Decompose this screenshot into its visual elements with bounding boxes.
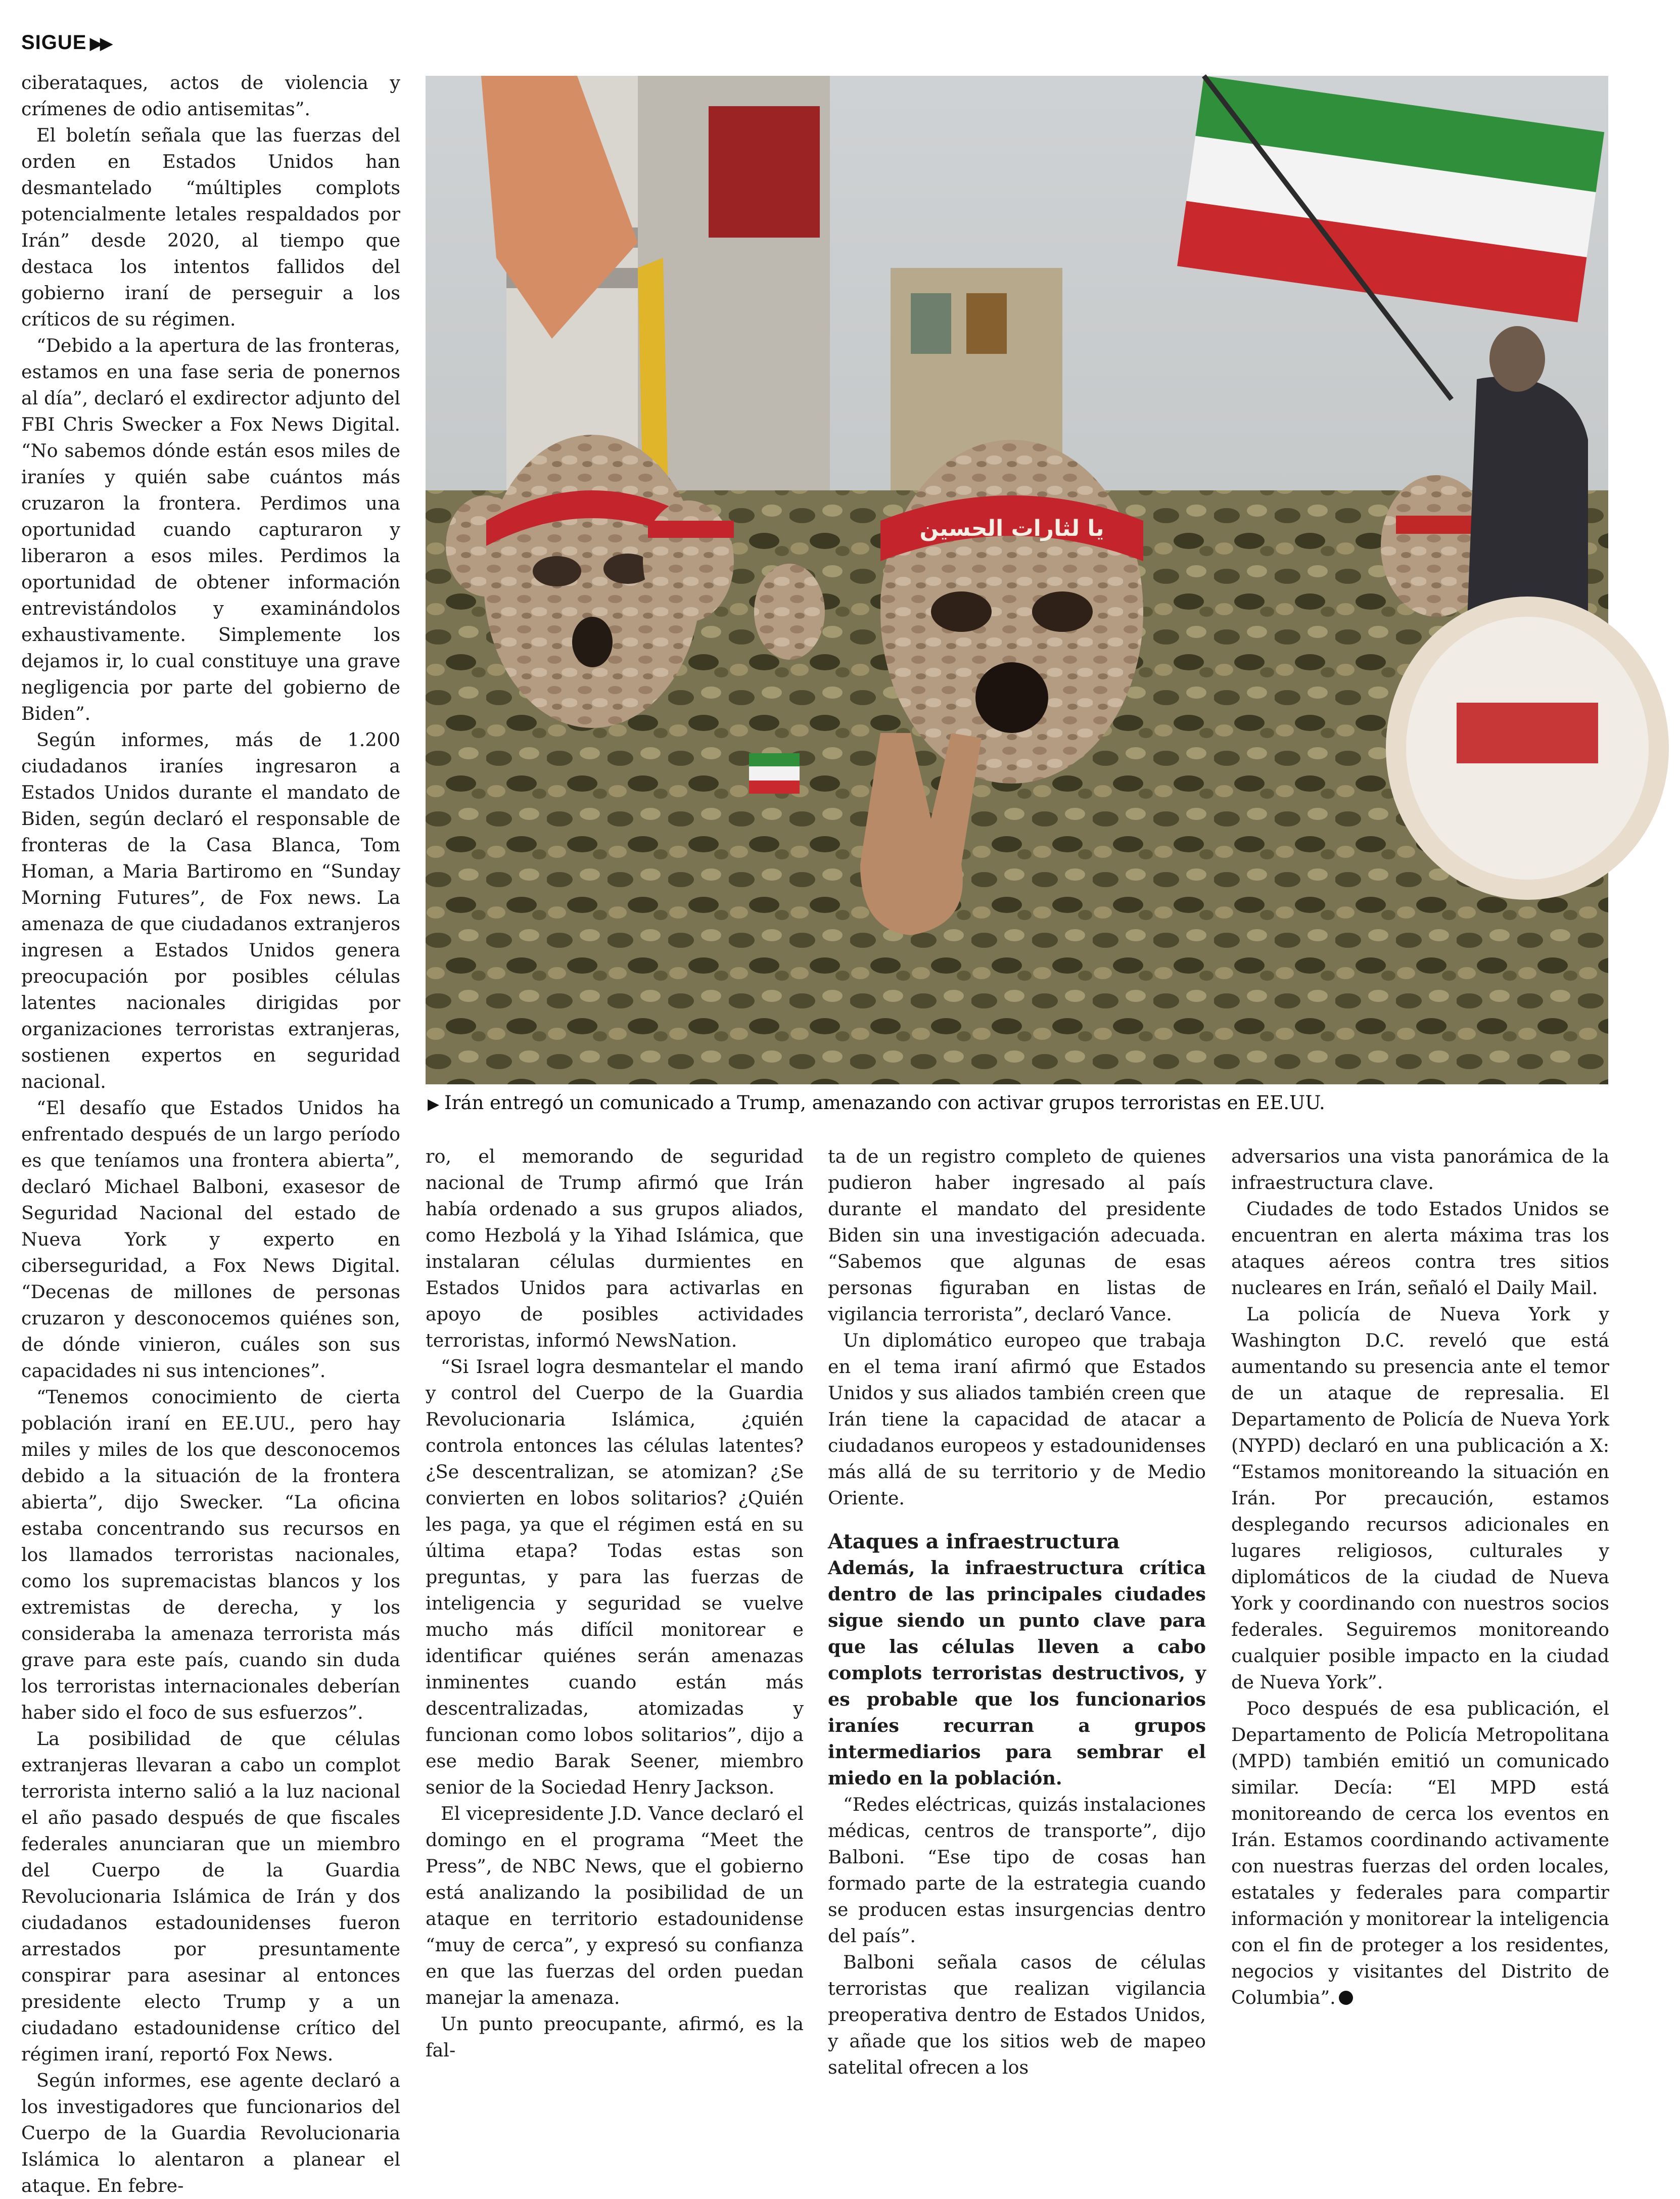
caption-text: Irán entregó un comunicado a Trump, amenazando con activar grupos terroristas en EE.UU. — [444, 1092, 1325, 1114]
paragraph: La policía de Nueva York y Washington D.C. reveló que está aumentando su presencia ante el temor de un ataque de represalia. El Departamento de Policía de Nueva York (NYPD) declaró en una publicación a X: “Estamos monitoreando la situación en Irán. Por precaución, estamos desplegando recursos adicionales en lugares religiosos, culturales y diplomáticos de la ciudad de Nueva York y coordinando con nuestros socios federales. Seguiremos monitoreando cualquier posible impacto en la ciudad de Nueva York”. — [1231, 1303, 1609, 1693]
lead-paragraph: Además, la infraestructura crítica dentro de las principales ciudades sigue siendo un punto clave para que las células lleven a cabo complots terroristas destructivos, y es probable que los funcionarios iraníes recurran a grupos intermediarios para sembrar el miedo en la población. — [828, 1557, 1206, 1789]
paragraph: La posibilidad de que células extranjeras llevaran a cabo un complot terrorista interno salió a la luz nacional el año pasado después de que fiscales federales anunciaran que un miembro del Cuerpo de la Guardia Revolucionaria Islámica de Irán y dos ciudadanos estadounidenses fueron arrestados por presuntamente conspirar para asesinar al entonces presidente electo Trump y a un ciudadano estadounidense crítico del régimen iraní, reportó Fox News. — [21, 1728, 400, 2065]
article-column-1 — [21, 70, 400, 2196]
paragraph: “Debido a la apertura de las fronteras, estamos en una fase seria de ponernos al día”, declaró el exdirector adjunto del FBI Chris Swecker a Fox News Digital. “No sabemos dónde están esos miles de iraníes y quién sabe cuántos más cruzaron la frontera. Perdimos una oportunidad cuando capturaron y liberaron a esos miles. Perdimos la oportunidad de obtener información entrevistándolos y examinándolos exhaustivamente. Simplemente los dejamos ir, lo cual constituye una grave negligencia por parte del gobierno de Biden”. — [21, 335, 400, 724]
article-column-2 — [426, 1143, 804, 2061]
photo-caption — [428, 1091, 1605, 1117]
paragraph: Según informes, ese agente declaró a los investigadores que funcionarios del Cuerpo de la Guardia Revolucionaria Islámica lo alentaron a planear el ataque. En febre- — [21, 2070, 400, 2196]
sigue-label[interactable] — [21, 31, 110, 54]
paragraph: ro, el memorando de seguridad nacional de Trump afirmó que Irán había ordenado a sus grupos aliados, como Hezbolá y la Yihad Islámica, que instalaran células durmientes en Estados Unidos para activarlas en apoyo de posibles actividades terroristas, informó NewsNation. — [426, 1146, 804, 1351]
article-column-3 — [828, 1143, 1206, 2078]
paragraph-text: Poco después de esa publicación, el Departamento de Policía Metropolitana (MPD) también emitió un comunicado similar. Decía: “El MPD está monitoreando de cerca los eventos en Irán. Estamos coordinando activamente con nuestras fuerzas del orden locales, estatales y federales para compartir información y monitorear la inteligencia con el fin de proteger a los residentes, negocios y visitantes del Distrito de Columbia”. — [1231, 1698, 1609, 2008]
paragraph: Según informes, más de 1.200 ciudadanos iraníes ingresaron a Estados Unidos durante el mandato de Biden, según declaró el responsable de fronteras de la Casa Blanca, Tom Homan, a Maria Bartiromo en “Sunday Morning Futures”, de Fox news. La amenaza de que ciudadanos extranjeros ingresen a Estados Unidos genera preocupación por posibles células latentes nacionales dirigidas por organizaciones terroristas extranjeras, sostienen expertos en seguridad nacional. — [21, 729, 400, 1092]
sigue-text: SIGUE — [21, 31, 87, 54]
section-subhead: Ataques a infraestructura — [828, 1530, 1120, 1553]
paragraph: El vicepresidente J.D. Vance declaró el domingo en el programa “Meet the Press”, de NBC News, que el gobierno está analizando la posibilidad de un ataque en territorio estadounidense “muy de cerca”, y expresó su confianza en que las fuerzas del orden puedan manejar la amenaza. — [426, 1803, 804, 2008]
paragraph: “El desafío que Estados Unidos ha enfrentado después de un largo período es que teníamos una frontera abierta”, declaró Michael Balboni, exasesor de Seguridad Nacional del estado de Nueva York y experto en ciberseguridad, a Fox News Digital. “Decenas de millones de personas cruzaron y desconocemos quiénes son, de dónde vinieron, cuáles son sus capacidades ni sus intenciones”. — [21, 1097, 400, 1382]
headband-text: یا لثارات الحسین — [919, 516, 1104, 541]
paragraph: “Tenemos conocimiento de cierta población iraní en EE.UU., pero hay miles y miles de los que desconocemos debido a la situación de la frontera abierta”, dijo Swecker. “La oficina estaba concentrando sus recursos en los llamados terroristas nacionales, como los supremacistas blancos y los extremistas de derecha, y los consideraba la amenaza terrorista más grave para este país, cuando sin duda los terroristas internacionales deberían haber sido el foco de sus esfuerzos”. — [21, 1386, 400, 1723]
paragraph: ta de un registro completo de quienes pudieron haber ingresado al país durante el mandato del presidente Biden sin una investigación adecuada. “Sabemos que algunas de esas personas figuraban en listas de vigilancia terrorista”, declaró Vance. — [828, 1146, 1206, 1325]
paragraph: adversarios una vista panorámica de la infraestructura clave. — [1231, 1146, 1609, 1194]
sigue-arrows-icon: ▶▶ — [89, 34, 110, 53]
paragraph — [1231, 1696, 1609, 2011]
paragraph: El boletín señala que las fuerzas del orden en Estados Unidos han desmantelado “múltiples complots potencialmente letales respaldados por Irán” desde 2020, al tiempo que destaca los intentos fallidos del gobierno iraní de perseguir a los críticos de su régimen. — [21, 124, 400, 330]
paragraph: Balboni señala casos de células terroristas que realizan vigilancia preoperativa dentro de Estados Unidos, y añade que los sitios web de mapeo satelital ofrecen a los — [828, 1951, 1206, 2078]
paragraph: “Redes eléctricas, quizás instalaciones médicas, centros de transporte”, dijo Balboni. “Ese tipo de cosas han formado parte de la estrategia cuando se producen estas insurgencias dentro del país”. — [828, 1794, 1206, 1947]
photo-illustration — [426, 76, 1608, 1084]
article-column-4 — [1231, 1143, 1609, 2008]
paragraph: Un punto preocupante, afirmó, es la fal- — [426, 2013, 804, 2061]
paragraph: “Si Israel logra desmantelar el mando y control del Cuerpo de la Guardia Revolucionaria Islámica, ¿quién controla entonces las células latentes? ¿Se descentralizan, se atomizan? ¿Se convierten en lobos solitarios? ¿Quién les paga, ya que el régimen está en su última etapa? Todas estas son preguntas, y para las fuerzas de inteligencia y seguridad se vuelve mucho más difícil monitorear e identificar quiénes serán amenazas inminentes cuando están más descentralizadas, atomizadas y funcionan como lobos solitarios”, dijo a ese medio Barak Seener, miembro senior de la Sociedad Henry Jackson. — [426, 1356, 804, 1798]
paragraph: Un diplomático europeo que trabaja en el tema iraní afirmó que Estados Unidos y sus aliados también creen que Irán tiene la capacidad de atacar a ciudadanos europeos y estadounidenses más allá de su territorio y de Medio Oriente. — [828, 1330, 1206, 1509]
end-of-article-icon — [1339, 1991, 1353, 2005]
paragraph: ciberataques, actos de violencia y crímenes de odio antisemitas”. — [21, 72, 400, 120]
paragraph: Ciudades de todo Estados Unidos se encuentran en alerta máxima tras los ataques aéreos contra tres sitios nucleares en Irán, señaló el Daily Mail. — [1231, 1198, 1609, 1299]
caption-marker-icon: ▶ — [428, 1095, 440, 1113]
news-photo — [426, 76, 1608, 1084]
